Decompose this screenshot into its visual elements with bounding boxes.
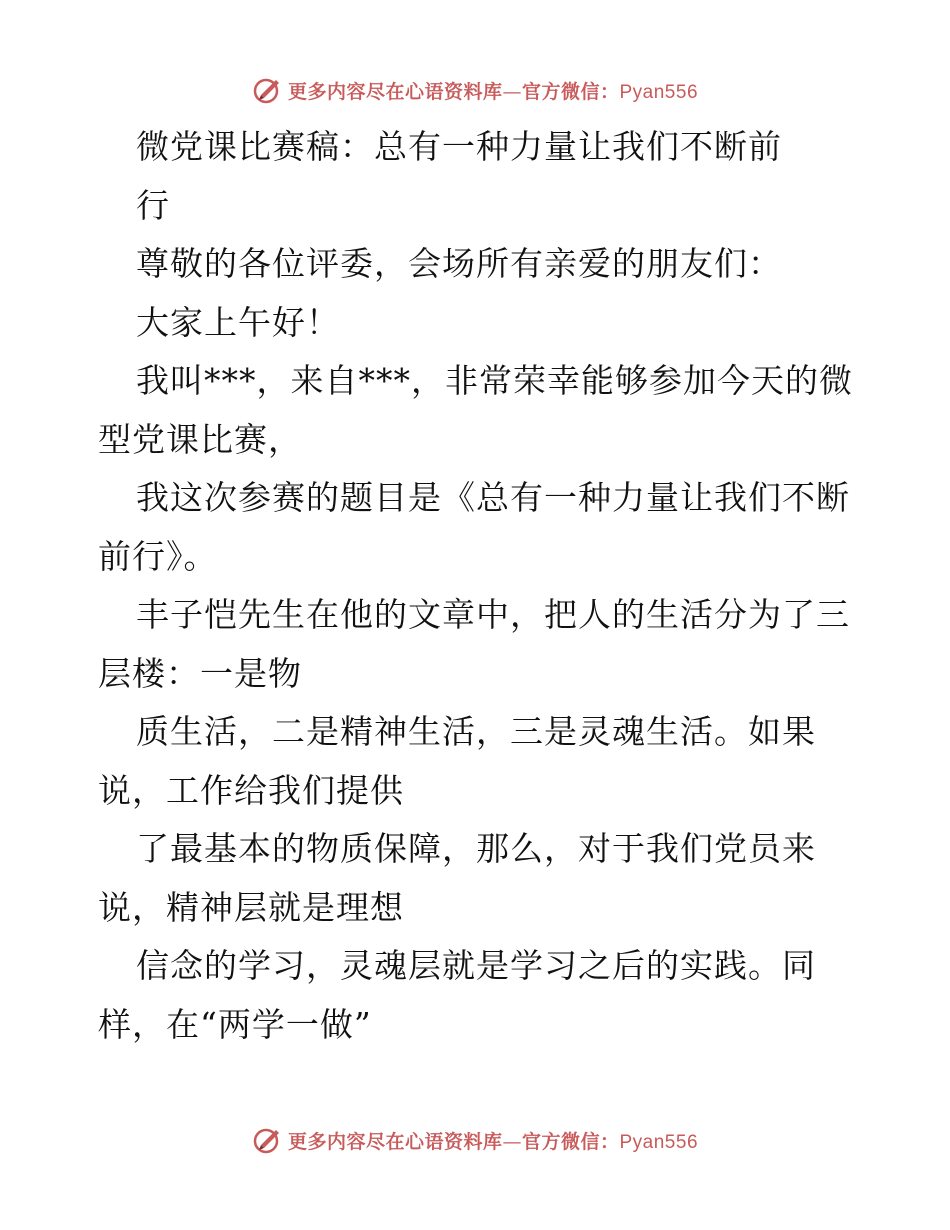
banner-title: 更多内容尽在心语资料库 [287,80,503,103]
document-line: 大家上午好！ [136,302,340,342]
banner-wechat-id: Pyan556 [619,1131,699,1153]
banner-text [288,77,698,104]
document-line: 我这次参赛的题目是《总有一种力量让我们不断 [136,478,850,517]
document-line: 说，精神层就是理想 [98,887,404,927]
banner-separator: — [502,80,522,103]
document-line: 丰子恺先生在他的文章中，把人的生活分为了三 [136,595,850,634]
footer-banner [0,1120,950,1160]
banner-separator: — [502,1130,522,1153]
banner-wechat-id: Pyan556 [619,81,699,103]
document-line: 质生活，二是精神生活，三是灵魂生活。如果 [136,712,816,751]
document-line: 行 [136,185,170,225]
document-line: 尊敬的各位评委，会场所有亲爱的朋友们： [136,244,782,283]
pen-logo-icon [252,75,282,105]
banner-wechat-label: 官方微信： [521,1130,620,1153]
document-line: 层楼：一是物 [98,653,302,693]
pen-logo-icon [252,1125,282,1155]
document-line: 样，在“两学一做” [98,1004,372,1044]
header-banner [0,70,950,110]
document-body [98,118,858,1054]
document-line: 说，工作给我们提供 [98,770,404,810]
banner-text [288,1127,698,1154]
document-line: 了最基本的物质保障，那么，对于我们党员来 [136,829,816,868]
document-line: 型党课比赛， [98,419,302,459]
document-line: 信念的学习，灵魂层就是学习之后的实践。同 [136,946,816,985]
document-line: 我叫***，来自***，非常荣幸能够参加今天的微 [136,361,853,400]
document-line: 前行》。 [98,536,218,576]
banner-title: 更多内容尽在心语资料库 [287,1130,503,1153]
banner-wechat-label: 官方微信： [521,80,620,103]
document-line: 微党课比赛稿：总有一种力量让我们不断前 [136,127,782,166]
